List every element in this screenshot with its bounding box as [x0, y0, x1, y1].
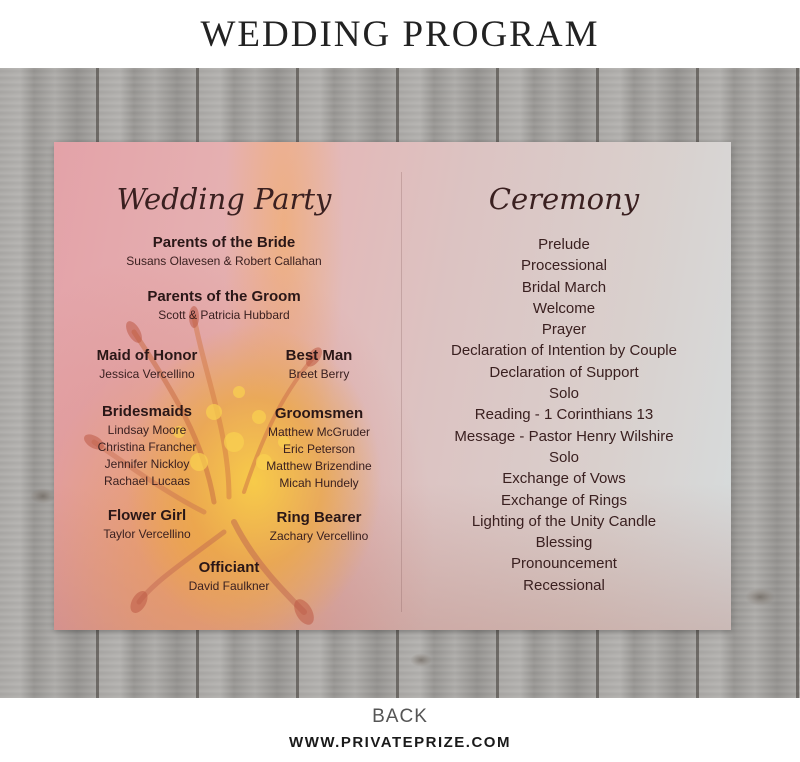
page-header	[0, 0, 800, 68]
ceremony-item: Solo	[548, 448, 580, 466]
center-fold-divider	[401, 172, 402, 612]
flower-girl-name: Taylor Vercellino	[103, 527, 191, 541]
best-man-role: Best Man	[285, 347, 353, 364]
bridesmaid-name: Rachael Lucaas	[103, 474, 191, 488]
officiant-role: Officiant	[198, 559, 260, 576]
ceremony-item: Declaration of Intention by Couple	[451, 342, 677, 360]
ceremony-item: Exchange of Vows	[502, 470, 626, 488]
groomsman-name: Matthew McGruder	[267, 425, 371, 439]
ceremony-item: Declaration of Support	[489, 363, 639, 381]
ceremony-order-list	[424, 234, 704, 596]
maid-of-honor-name: Jessica Vercellino	[99, 367, 195, 381]
maid-of-honor-role: Maid of Honor	[96, 347, 198, 364]
ceremony-item: Lighting of the Unity Candle	[471, 512, 657, 530]
wedding-party-heading: Wedding Party	[116, 182, 332, 216]
ceremony-item: Reading - 1 Corinthians 13	[474, 406, 654, 424]
ring-bearer-name: Zachary Vercellino	[269, 529, 369, 543]
bridesmaid-name: Lindsay Moore	[107, 423, 187, 437]
ceremony-item: Welcome	[532, 299, 596, 317]
wood-knot	[745, 588, 775, 606]
parents-groom-names: Scott & Patricia Hubbard	[158, 308, 290, 322]
ring-bearer-role: Ring Bearer	[276, 509, 362, 526]
ceremony-item: Processional	[521, 257, 607, 275]
parents-groom-role: Parents of the Groom	[147, 288, 301, 305]
bridesmaid-name: Christina Francher	[97, 440, 197, 454]
ceremony-item: Recessional	[523, 576, 605, 594]
program-card-back	[54, 142, 731, 630]
ceremony-item: Pronouncement	[511, 555, 617, 573]
ceremony-item: Solo	[548, 385, 580, 403]
parents-bride-names: Susans Olavesen & Robert Callahan	[126, 254, 322, 268]
wood-knot	[30, 488, 56, 504]
ceremony-item: Prelude	[538, 236, 590, 253]
groomsman-name: Matthew Brizendine	[266, 459, 372, 473]
ceremony-item: Prayer	[541, 321, 587, 339]
groomsman-name: Micah Hundely	[279, 476, 359, 490]
bridesmaid-name: Jennifer Nickloy	[104, 457, 190, 471]
page-title: WEDDING PROGRAM	[200, 13, 600, 55]
ceremony-item: Blessing	[535, 534, 593, 552]
officiant-name: David Faulkner	[188, 579, 270, 593]
card-side-label: BACK	[372, 706, 428, 727]
ceremony-heading: Ceremony	[488, 182, 640, 216]
best-man-name: Breet Berry	[288, 367, 350, 381]
groomsmen-role: Groomsmen	[274, 405, 364, 422]
website-url: WWW.PRIVATEPRIZE.COM	[289, 734, 511, 751]
ceremony-item: Exchange of Rings	[501, 491, 627, 509]
groomsman-name: Eric Peterson	[282, 442, 356, 456]
ceremony-item: Message - Pastor Henry Wilshire	[454, 427, 674, 445]
ceremony-item: Bridal March	[521, 278, 607, 296]
wood-knot	[410, 653, 432, 667]
parents-bride-role: Parents of the Bride	[152, 234, 296, 251]
bridesmaids-role: Bridesmaids	[101, 403, 193, 420]
flower-girl-role: Flower Girl	[107, 507, 187, 524]
